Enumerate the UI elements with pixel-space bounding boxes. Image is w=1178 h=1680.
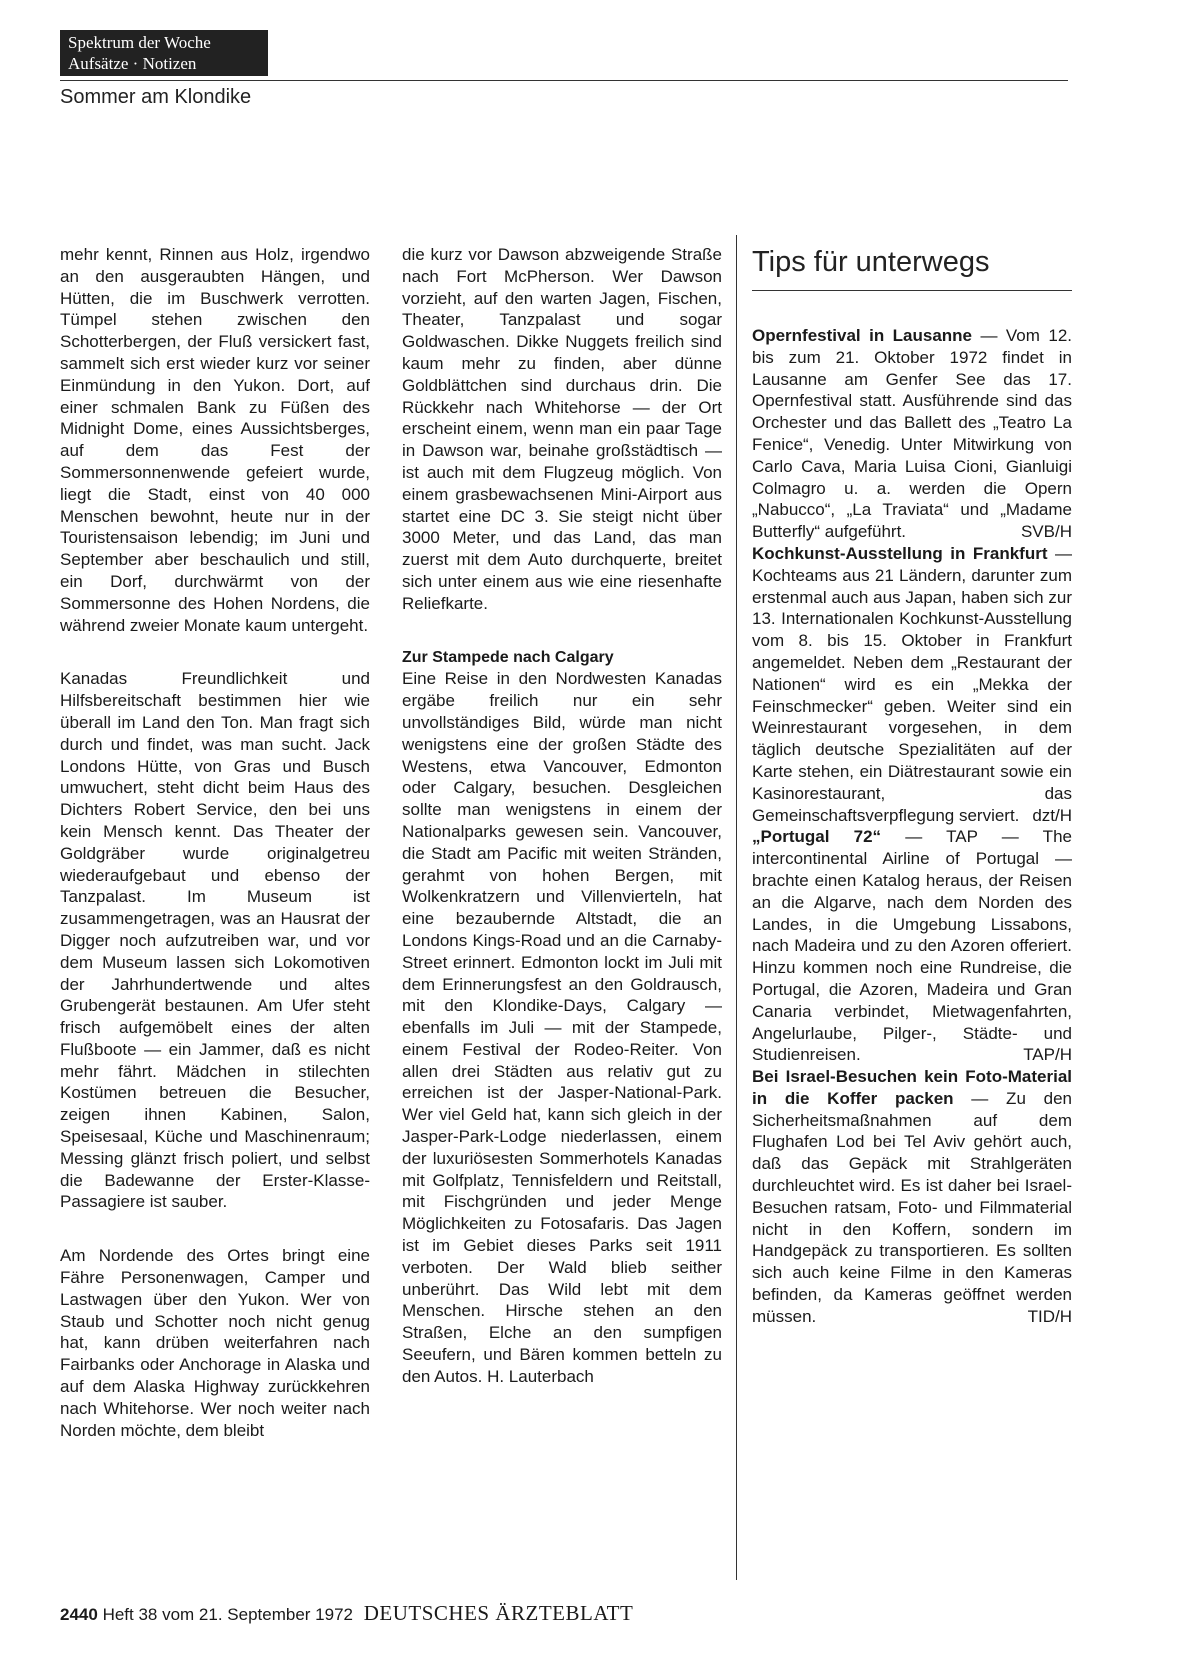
- tip-item: [752, 325, 1072, 543]
- section-label-line2: Aufsätze · Notizen: [68, 54, 197, 73]
- article-paragraph: die kurz vor Dawson abzweigende Straße nach Fort McPherson. Wer Dawson vorzieht, auf den warten Jagen, Fischen, Theater, Tanzpalast und sogar Goldwaschen. Dikke Nuggets freilich sind kaum mehr zu finden, aber dünne Goldblättchen sind durchaus drin. Die Rückkehr nach Whitehorse — der Ort erscheint einem, wenn man ein paar Tage in Dawson war, beinahe großstädtisch — ist auch mit dem Flugzeug möglich. Von einem grasbewachsenen Mini-Airport aus startet eine DC 3. Sie steigt nicht über 3000 Meter, und das Land, das man zuerst mit dem Auto durchquerte, breitet sich unter einem aus wie eine riesenhafte Reliefkarte.: [402, 245, 722, 613]
- article-paragraph: Eine Reise in den Nordwesten Kanadas ergäbe freilich nur ein sehr unvollständiges Bild, würde man nicht wenigstens eine der großen Städte des Westens, etwa Vancouver, Edmonton oder Calgary, besuchen. Desgleichen sollte man wenigstens in einem der Nationalparks gewesen sein. Vancouver, die Stadt am Pacific mit weiten Stränden, gerahmt von hohen Bergen, mit Wolkenkratzern und Villenvierteln, hat eine bezaubernde Altstadt, die an Londons Kings-Road und an die Carnaby-Street erinnert. Edmonton lockt im Juli mit dem Erinnerungsfest an den Goldrausch, mit den Klondike-Days, Calgary — ebenfalls im Juli — mit der Stampede, einem Festival der Rodeo-Reiter. Von allen drei Städten aus relativ gut zu erreichen ist der Jasper-National-Park. Wer viel Geld hat, kann sich gleich in der Jasper-Park-Lodge niederlassen, einem der luxuriösesten Sommerhotels Kanadas mit Golfplatz, Tennisfeldern und Reitstall, mit Fischgründen und jeder Menge Möglichkeiten zu Fotosafaris. Das Jagen ist im Gebiet dieses Parks seit 1911 verboten. Der Wald blieb seither unberührt. Das Wild lebt mit dem Menschen. Hirsche stehen an den Straßen, Elche an den sumpfigen Seeufern, und Bären kommen betteln zu den Autos. H. Lauterbach: [402, 669, 722, 1386]
- tip-signature: TAP/H: [1023, 1045, 1072, 1065]
- tip-text: — Vom 12. bis zum 21. Oktober 1972 findet in Lausanne am Genfer See das 17. Opernfestival statt. Ausführende sind das Orchester und das Ballett des „Teatro La Fenice“, Venedig. Unter Mitwirkung von Carlo Cava, Maria Luisa Cioni, Gianluigi Colmagro u. a. werden die Opern „Nabucco“, „La Traviata“ und „Madame Butterfly“ aufgeführt.: [752, 326, 1072, 542]
- tip-heading: Bei Israel-Besuchen kein Foto-Material in die Koffer packen: [752, 1067, 1072, 1108]
- issue-info: Heft 38 vom 21. September 1972: [102, 1605, 353, 1624]
- page-number: 2440: [60, 1605, 98, 1624]
- tip-heading: Opernfestival in Lausanne: [752, 326, 973, 345]
- tips-title: Tips für unterwegs: [752, 244, 1072, 291]
- tip-signature: dzt/H: [1032, 805, 1072, 825]
- tip-signature: SVB/H: [1020, 522, 1072, 542]
- magazine-name: DEUTSCHES ÄRZTEBLATT: [363, 1601, 634, 1625]
- article-column-1: [60, 244, 370, 1441]
- tip-heading: Kochkunst-Ausstellung in Frankfurt: [752, 543, 1048, 563]
- page-footer: [60, 1601, 633, 1626]
- tip-item: [752, 543, 1072, 826]
- tip-heading: „Portugal 72“: [752, 827, 882, 847]
- header-rule: [60, 80, 1068, 81]
- article-paragraph: Am Nordende des Ortes bringt eine Fähre Personenwagen, Camper und Lastwagen über den Yukon. Wer von Staub und Schotter noch nicht genug hat, kann drüben weiterfahren nach Fairbanks oder Anchorage in Alaska und auf dem Alaska Highway zurückkehren nach Whitehorse. Wer noch weiter nach Norden möchte, dem bleibt: [60, 1246, 370, 1440]
- article-paragraph: Kanadas Freundlichkeit und Hilfsbereitschaft bestimmen hier wie überall im Land den Ton. Man fragt sich durch und findet, was man sucht. Jack Londons Hütte, von Gras und Busch umwuchert, steht dicht beim Haus des Dichters Robert Service, den bei uns kein Mensch kennt. Das Theater der Goldgräber wurde originalgetreu wiederaufgebaut und ebenso der Tanzpalast. Im Museum ist zusammengetragen, was an Hausrat der Digger noch aufzutreiben war, und vor dem Museum lassen sich Lokomotiven der Jahrhundertwende und altes Grubengerät bestaunen. Am Ufer steht frisch aufgemöbelt eines der alten Flußboote — ein Jammer, daß es nicht mehr fährt. Mädchen in stilechten Kostümen betreuen die Besucher, zeigen ihnen Kabinen, Salon, Speisesaal, Küche und Maschinenraum; Messing glänzt frisch poliert, und selbst die Badewanne der Erster-Klasse-Passagiere ist sauber.: [60, 669, 370, 1212]
- tip-text: — Zu den Sicherheitsmaßnahmen auf dem Flughafen Lod bei Tel Aviv gehört auch, daß das Gepäck mit Strahlgeräten durchleuchtet wird. Es ist daher bei Israel-Besuchen ratsam, Foto- und Filmmaterial nicht in den Koffern, sondern im Handgepäck zu transportieren. Es sollten sich auch keine Filme in den Kameras befinden, da Kameras geöffnet werden müssen.: [752, 1088, 1073, 1326]
- tip-item: [752, 1066, 1072, 1328]
- article-subheading: Zur Stampede nach Calgary: [402, 648, 614, 666]
- section-title: Sommer am Klondike: [60, 86, 252, 108]
- tip-signature: TID/H: [1027, 1306, 1072, 1326]
- section-label-line1: Spektrum der Woche: [68, 33, 211, 52]
- article-column-2: [402, 244, 722, 1388]
- tips-column: [752, 244, 1072, 1328]
- tip-text: — TAP — The intercontinental Airline of Portugal — brachte einen Katalog heraus, der Reisen an die Algarve, nach dem Norden des Landes, in die Umgebung Lissabons, nach Madeira und zu den Azoren offeriert. Hinzu kommen noch eine Rundreise, die Portugal, die Azoren, Madeira und Gran Canaria verbindet, Mietwagenfahrten, Angelurlaube, Pilger-, Städte- und Studienreisen.: [752, 827, 1072, 1065]
- tip-text: — Kochteams aus 21 Ländern, darunter zum erstenmal auch aus Japan, haben sich zur 13. Internationalen Kochkunst-Ausstellung vom 8. bis 15. Oktober in Frankfurt angemeldet. Neben dem „Restaurant der Nationen“ wird es ein „Mekka der Feinschmecker“ geben. Weiter sind ein Weinrestaurant vorgesehen, in dem täglich deutsche Spezialitäten auf der Karte stehen, ein Diätrestaurant sowie ein Kasinorestaurant, das Gemeinschaftsverpflegung serviert.: [752, 543, 1072, 825]
- tip-item: [752, 826, 1072, 1066]
- column-divider: [736, 235, 737, 1580]
- article-paragraph: mehr kennt, Rinnen aus Holz, irgendwo an den ausgeraubten Hängen, und Hütten, die im Buschwerk verrotten. Tümpel stehen zwischen den Schotterbergen, der Fluß versickert fast, sammelt sich erst wieder kurz vor seiner Einmündung in den Yukon. Dort, auf einer schmalen Bank zu Füßen des Midnight Dome, eines Aussichtsberges, auf dem das Fest der Sommersonnenwende gefeiert wurde, liegt die Stadt, einst von 40 000 Menschen bewohnt, heute nur in der Touristensaison lebendig; im Juni und September aber beschaulich und still, ein Dorf, durchwärmt von der Sommersonne des Hohen Nordens, die während zweier Monate kaum untergeht.: [60, 245, 370, 635]
- section-label-box: [60, 30, 268, 76]
